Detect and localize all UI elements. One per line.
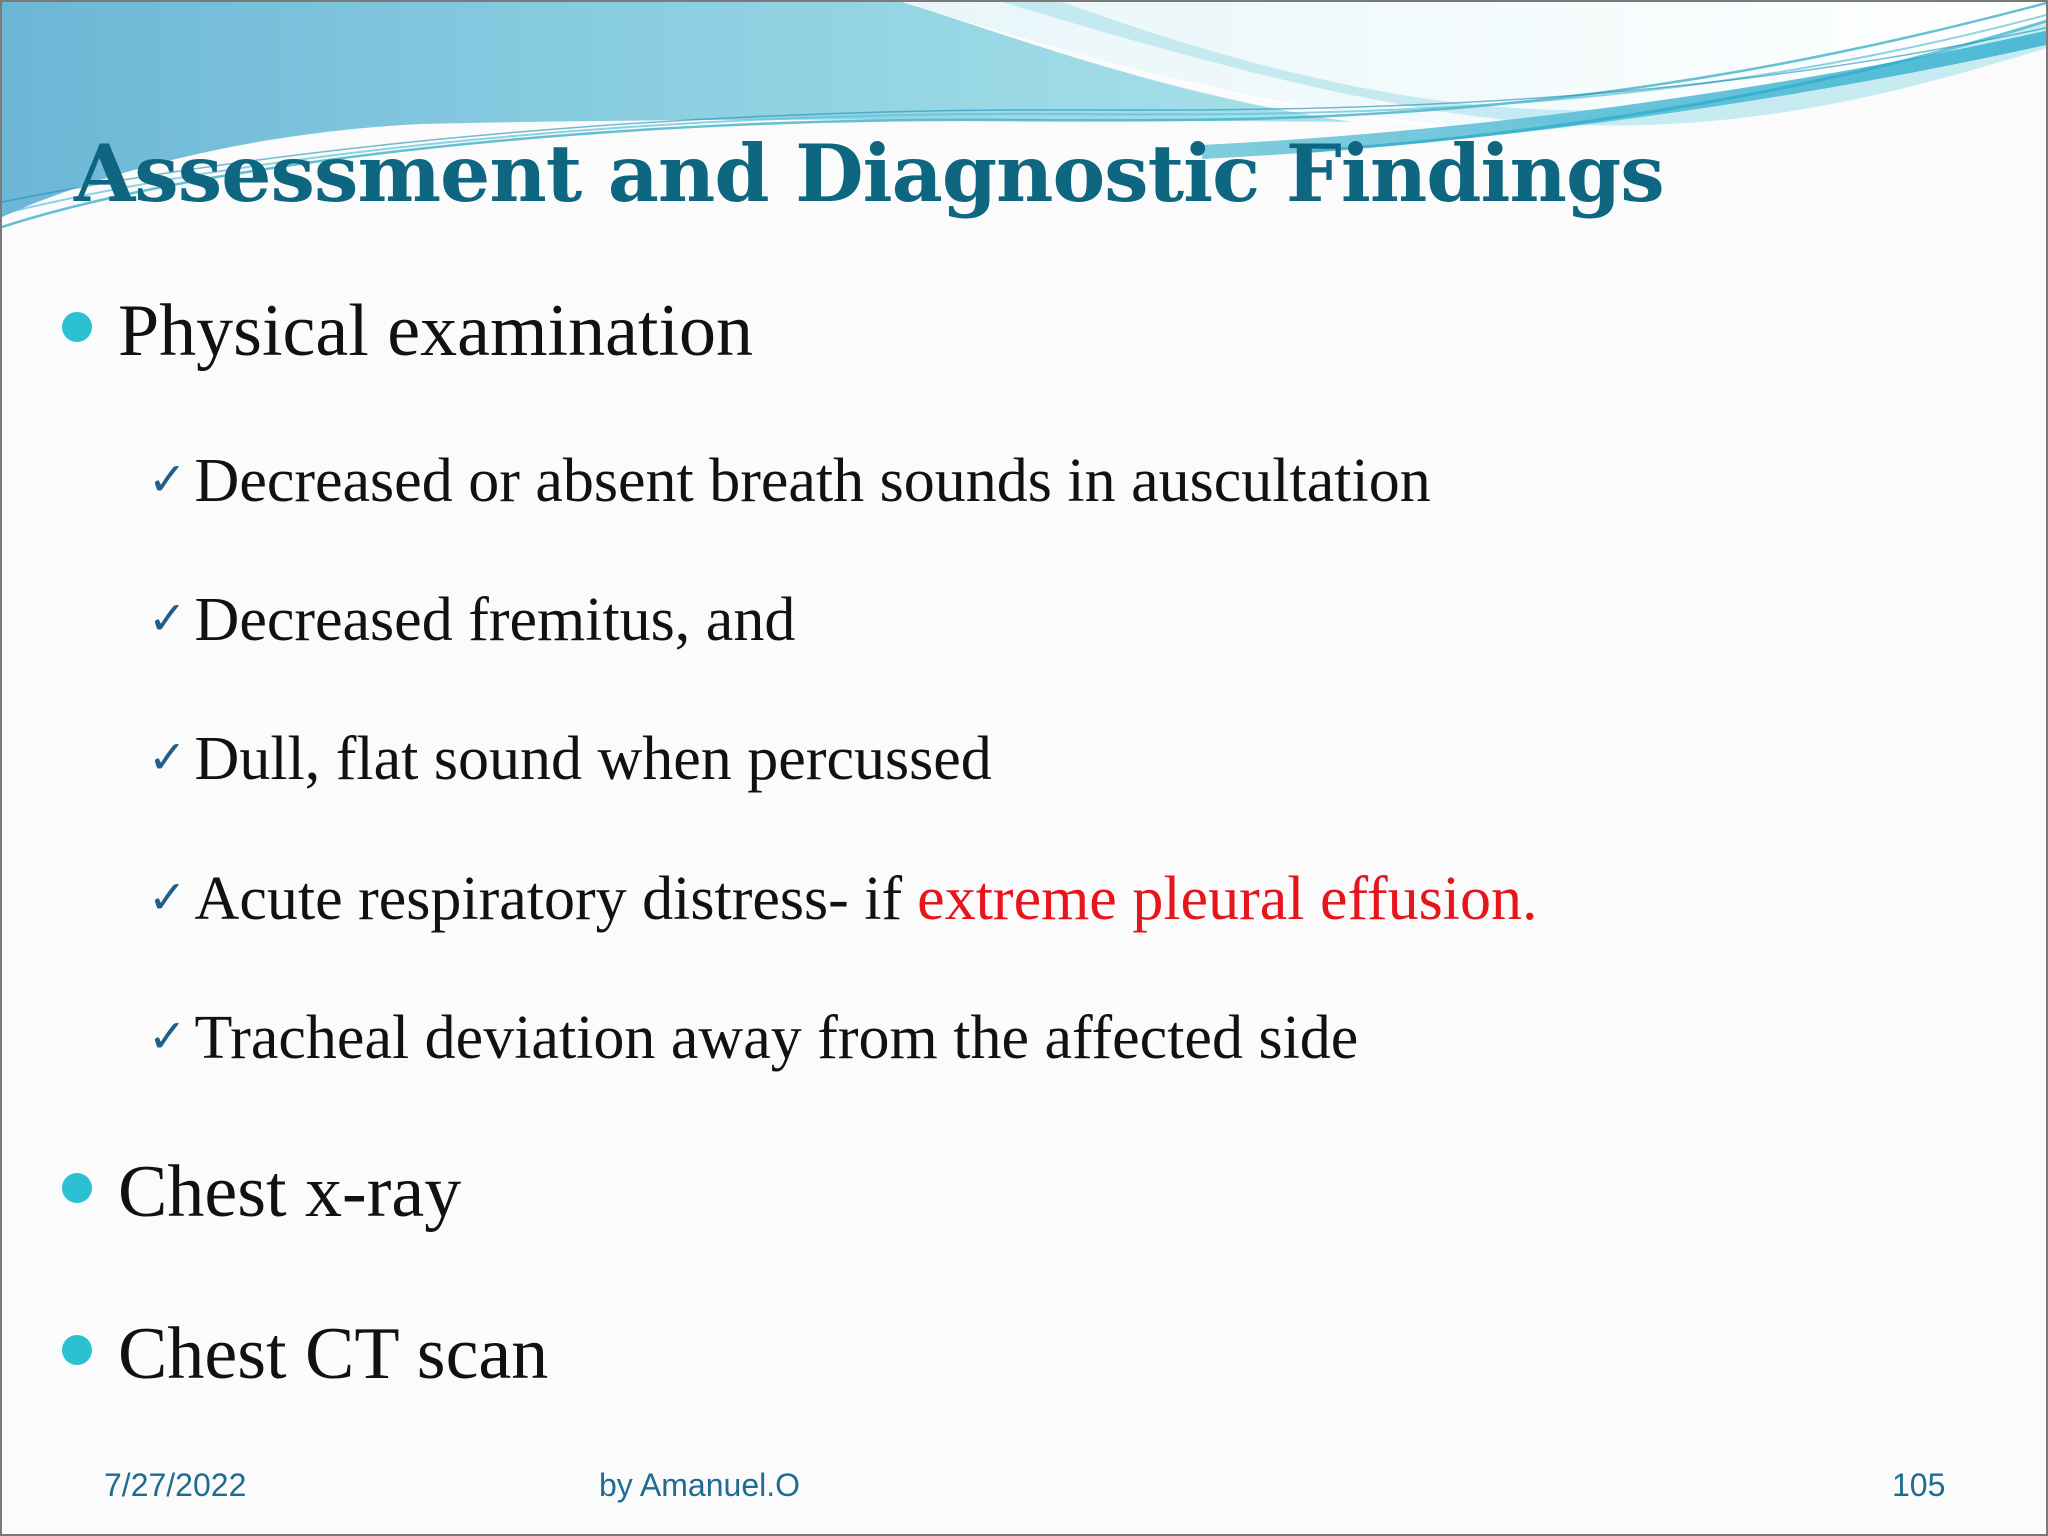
bullet-dot-icon [62,1335,92,1365]
sub-bullet-text: Decreased or absent breath sounds in auscultation [194,446,1431,515]
sub-bullet-text: Tracheal deviation away from the affected side [194,1003,1359,1072]
sub-bullet-tracheal-deviation [148,998,1358,1078]
sub-bullet-fremitus [148,580,795,660]
footer-author: by Amanuel.O [599,1467,800,1503]
sub-bullet-dull-sound [148,719,992,799]
highlighted-text: extreme pleural effusion. [917,864,1538,933]
checkmark-icon: ✓ [148,730,187,784]
sub-bullet-text: Dull, flat sound when percussed [194,724,992,793]
sub-bullet-respiratory-distress [148,859,1538,939]
sub-bullet-breath-sounds [148,441,1431,521]
bullet-dot-icon [62,312,92,342]
sub-bullet-text: Decreased fremitus, and [194,585,796,654]
bullet-chest-xray [62,1147,461,1237]
bullet-dot-icon [62,1173,92,1203]
checkmark-icon: ✓ [148,1009,187,1063]
slide-title: Assessment and Diagnostic Findings [74,127,1664,220]
checkmark-icon: ✓ [148,452,187,506]
footer-date: 7/27/2022 [104,1467,247,1503]
checkmark-icon: ✓ [148,591,187,645]
checkmark-icon: ✓ [148,870,187,924]
bullet-label: Chest x-ray [118,1150,462,1233]
bullet-chest-ct-scan [62,1309,548,1399]
bullet-label: Chest CT scan [118,1312,549,1395]
bullet-physical-examination [62,286,753,376]
bullet-label: Physical examination [118,289,754,372]
sub-bullet-text: Acute respiratory distress- if [194,864,903,933]
footer-page-number: 105 [1892,1467,1946,1503]
